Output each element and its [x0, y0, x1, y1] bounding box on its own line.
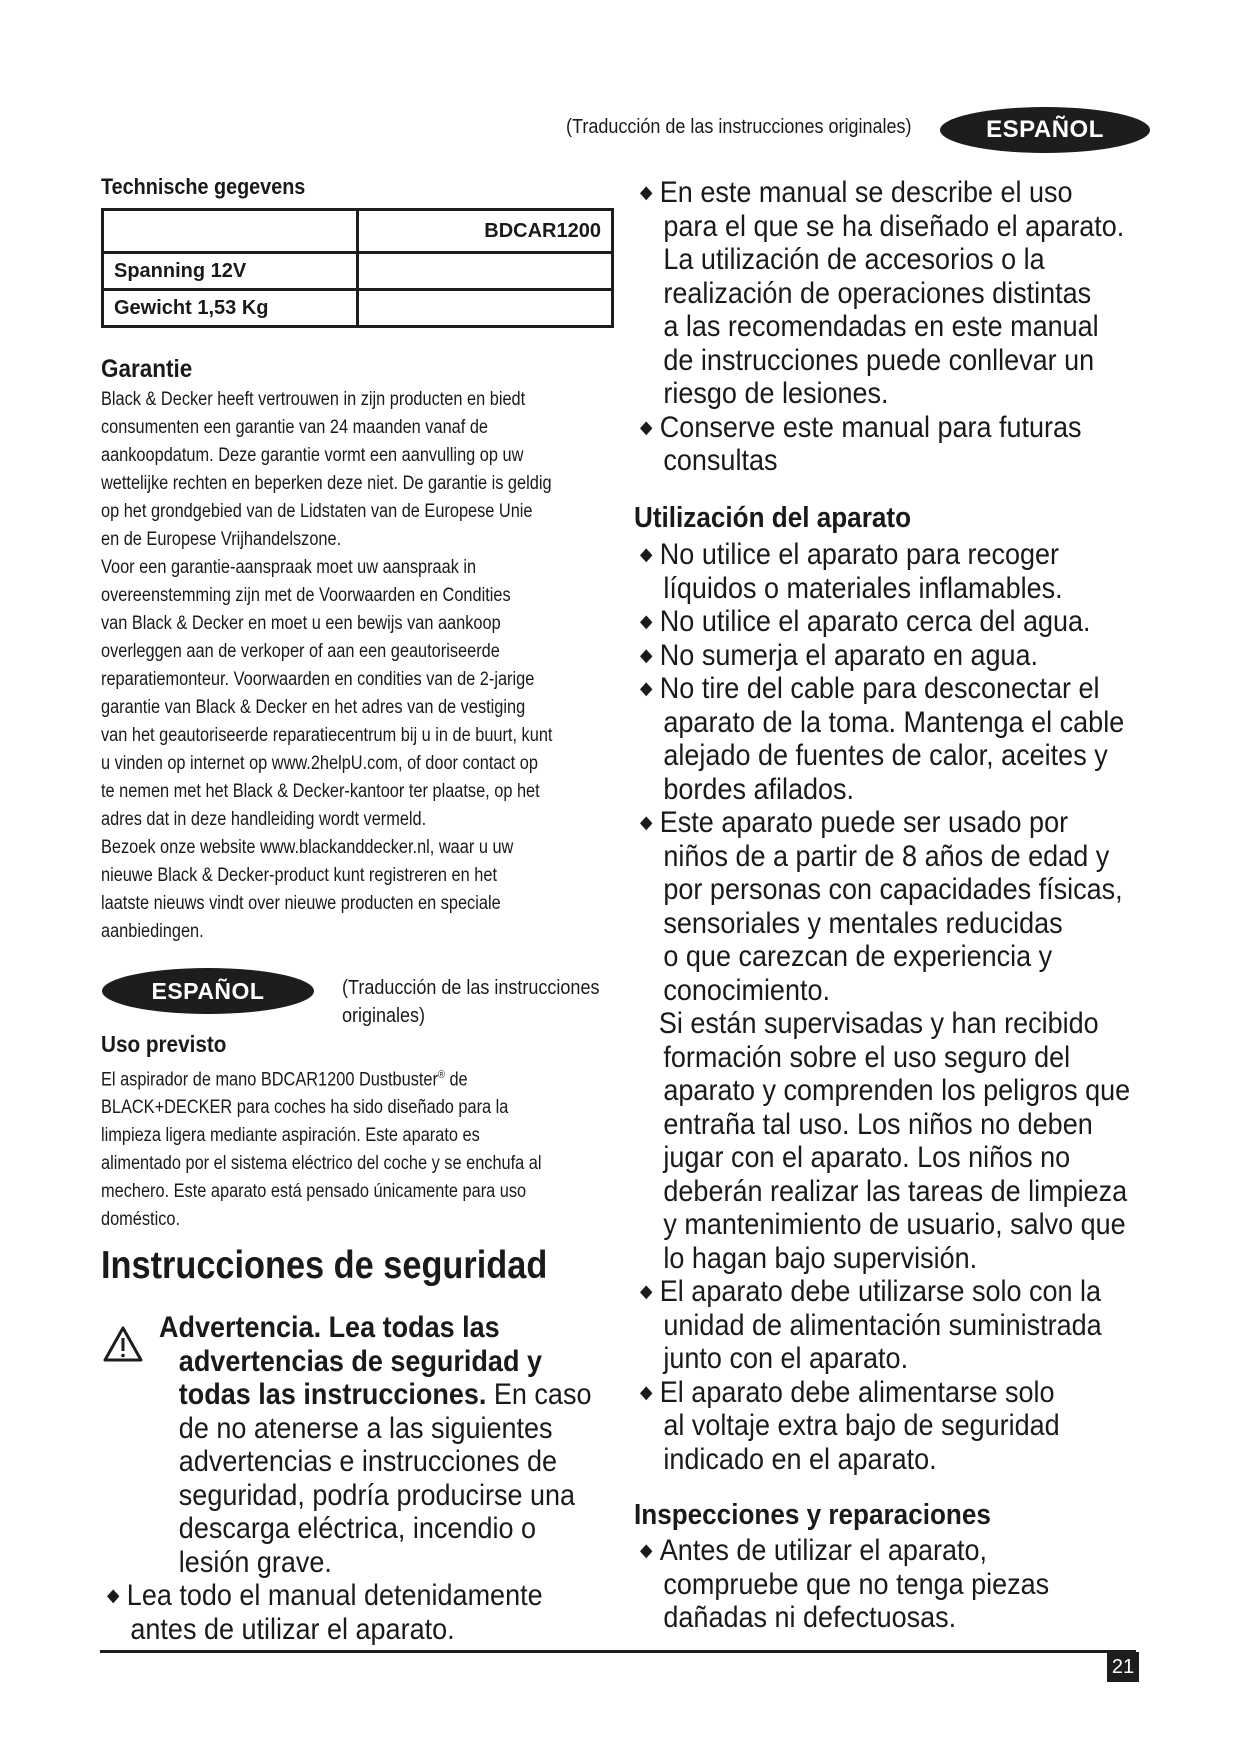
garantie-line: garantie van Black & Decker en het adres van de vestiging [101, 697, 526, 718]
garantie-line: adres dat in deze handleiding wordt vermeld. [101, 809, 427, 830]
section-language-badge: ESPAÑOL [102, 968, 314, 1014]
bullet-line: aparato y comprenden los peligros que [663, 1074, 1131, 1107]
uso-line [101, 1061, 542, 1094]
garantie-line: van het geautoriseerde reparatiecentrum bij u in de buurt, kunt [101, 725, 553, 746]
bullet-line: dañadas ni defectuosas. [663, 1601, 957, 1634]
safety-bullet [107, 1579, 543, 1646]
bullet-line: consultas [663, 444, 778, 477]
section-subtitle [342, 974, 599, 1030]
diamond-bullet-icon: ◆ [640, 611, 653, 631]
bullet-line: indicado en el aparato. [663, 1442, 937, 1476]
spec-weight: Gewicht 1,53 Kg [103, 290, 358, 327]
bullet-line [640, 639, 1130, 673]
garantie-line: op het grondgebied van de Lidstaten van de Europese Unie [101, 501, 533, 522]
bullet-line: deberán realizar las tareas de limpieza [663, 1174, 1128, 1208]
diamond-bullet-icon: ◆ [640, 678, 653, 698]
bullet-line: bordes afilados. [663, 772, 855, 806]
bullet-line: jugar con el aparato. Los niños no [663, 1141, 1071, 1174]
garantie-line: consumenten een garantie van 24 maanden vanaf de [101, 417, 488, 438]
bullet-text: No tire del cable para desconectar el [659, 672, 1100, 705]
warning-line: Advertencia. Lea todas las [159, 1311, 500, 1344]
uso-line: limpieza ligera mediante aspiración. Este aparato es [101, 1125, 480, 1147]
bullet-line: junto con el aparato. [663, 1342, 909, 1375]
uso-line: alimentado por el sistema eléctrico del coche y se enchufa al [101, 1153, 542, 1175]
bullet-line: o que carezcan de experiencia y [663, 940, 1053, 973]
bullet-line: unidad de alimentación suministrada [663, 1308, 1102, 1342]
bullet-line: y mantenimiento de usuario, salvo que [663, 1208, 1126, 1241]
garantie-line: aankoopdatum. Deze garantie vormt een aanvulling op uw [101, 445, 524, 466]
bullet-text: El aparato debe alimentarse solo [659, 1375, 1055, 1409]
diamond-bullet-icon: ◆ [640, 812, 653, 832]
bullet-line: conocimiento. [663, 973, 830, 1007]
spec-table [101, 208, 614, 328]
garantie-line: overeenstemming zijn met de Voorwaarden en Condities [101, 585, 511, 606]
bullet-line: para el que se ha diseñado el aparato. [663, 209, 1125, 243]
bullet-line: formación sobre el uso seguro del [663, 1040, 1071, 1074]
bullet-line [640, 1376, 1130, 1410]
garantie-line: nieuwe Black & Decker-product kunt registreren en het [101, 865, 497, 886]
warning-triangle-icon [103, 1326, 143, 1362]
garantie-title: Garantie [101, 355, 193, 383]
spec-voltage: Spanning 12V [103, 253, 358, 290]
tech-title: Technische gegevens [101, 174, 306, 199]
garantie-line: te nemen met het Black & Decker-kantoor ter plaatse, op het [101, 781, 540, 802]
garantie-line: reparatiemonteur. Voorwaarden en condities van de 2-jarige [101, 669, 535, 690]
bullet-line: La utilización de accesorios o la [663, 243, 1045, 276]
bullet-line: compruebe que no tenga piezas [663, 1567, 1050, 1601]
registered-mark: ® [437, 1069, 445, 1081]
diamond-bullet-icon: ◆ [640, 182, 653, 202]
language-badge: ESPAÑOL [940, 107, 1150, 153]
spec-cell-empty [358, 290, 613, 327]
garantie-line: Voor een garantie-aanspraak moet uw aanspraak in [101, 557, 477, 578]
bullet-text: El aparato debe utilizarse solo con la [659, 1275, 1102, 1308]
diamond-bullet-icon: ◆ [640, 416, 653, 437]
garantie-line: en de Europese Vrijhandelszone. [101, 529, 342, 550]
section-subtitle-line: originales) [342, 1005, 426, 1027]
garantie-line: overleggen aan de verkoper of aan een geautoriseerde [101, 641, 500, 662]
warning-block [159, 1311, 591, 1579]
footer-rule [100, 1650, 1136, 1653]
spec-cell-empty [358, 253, 613, 290]
garantie-text [101, 386, 552, 946]
bullet-line [107, 1579, 543, 1613]
page-number: 21 [1107, 1652, 1139, 1682]
bullet-line [640, 672, 1130, 706]
warning-line: descarga eléctrica, incendio o [178, 1512, 537, 1545]
diamond-bullet-icon: ◆ [640, 1540, 653, 1560]
bullet-line: lo hagan bajo supervisión. [663, 1241, 978, 1275]
diamond-bullet-icon: ◆ [107, 1585, 120, 1605]
bullet-text: No sumerja el aparato en agua. [659, 638, 1039, 672]
uso-line: BLACK+DECKER para coches ha sido diseñado para la [101, 1097, 509, 1119]
bullet-line: realización de operaciones distintas [663, 276, 1092, 310]
garantie-line: Bezoek onze website www.blackanddecker.nl, waar u uw [101, 837, 514, 858]
uso-title: Uso previsto [101, 1031, 227, 1057]
warning-line [159, 1378, 591, 1412]
garantie-line: laatste nieuws vindt over nieuwe producten en speciale [101, 893, 501, 914]
warning-line: advertencias de seguridad y [178, 1344, 542, 1378]
right-list-3 [640, 1534, 1049, 1635]
bullet-text: Antes de utilizar el aparato, [659, 1534, 987, 1567]
bullet-line [640, 605, 1130, 639]
spec-model: BDCAR1200 [358, 210, 613, 253]
uso-line-text: El aspirador de mano BDCAR1200 Dustbuster [101, 1069, 438, 1091]
bullet-text: Este aparato puede ser usado por [659, 806, 1069, 839]
garantie-line: wettelijke rechten en beperken deze niet. De garantie is geldig [101, 473, 552, 494]
usage-heading: Utilización del aparato [634, 502, 912, 534]
warning-line: de no atenerse a las siguientes [178, 1411, 553, 1445]
bullet-line: al voltaje extra bajo de seguridad [663, 1409, 1060, 1442]
bullet-line [640, 1275, 1130, 1309]
right-list-1 [640, 176, 1124, 478]
bullet-line [640, 411, 1124, 445]
warning-line: lesión grave. [178, 1545, 332, 1579]
bullet-line: riesgo de lesiones. [663, 377, 889, 410]
uso-line: mechero. Este aparato está pensado únicamente para uso [101, 1181, 527, 1203]
bullet-text: No utilice el aparato para recoger [659, 538, 1060, 571]
right-list-2 [640, 538, 1130, 1476]
bullet-line: niños de a partir de 8 años de edad y [663, 839, 1110, 873]
bullet-line: de instrucciones puede conllevar un [663, 343, 1095, 377]
bullet-text: Conserve este manual para futuras [659, 410, 1082, 444]
inspection-heading: Inspecciones y reparaciones [634, 1499, 991, 1531]
diamond-bullet-icon: ◆ [640, 1381, 653, 1402]
garantie-line: aanbiedingen. [101, 921, 204, 942]
bullet-line: Si están supervisadas y han recibido [658, 1007, 1099, 1040]
bullet-text: Lea todo el manual detenidamente [126, 1579, 543, 1612]
bullet-line: líquidos o materiales inflamables. [663, 571, 1063, 605]
safety-title: Instrucciones de seguridad [101, 1244, 548, 1287]
uso-line-text: de [444, 1069, 468, 1091]
garantie-line: van Black & Decker en moet u een bewijs van aankoop [101, 613, 501, 634]
bullet-line [640, 538, 1130, 572]
bullet-line [640, 1534, 1049, 1568]
spec-cell-empty [103, 210, 358, 253]
warning-bold-text: todas las instrucciones. [178, 1378, 487, 1411]
bullet-line: entraña tal uso. Los niños no deben [663, 1107, 1093, 1141]
warning-line: seguridad, podría producirse una [178, 1478, 576, 1512]
warning-line: advertencias e instrucciones de [178, 1445, 558, 1478]
bullet-line: antes de utilizar el aparato. [130, 1612, 455, 1646]
bullet-line: sensoriales y mentales reducidas [663, 906, 1063, 940]
bullet-text: En este manual se describe el uso [659, 176, 1073, 209]
garantie-line: u vinden op internet op www.2helpU.com, of door contact op [101, 753, 538, 774]
bullet-line [640, 806, 1130, 840]
bullet-text: No utilice el aparato cerca del agua. [659, 605, 1091, 638]
uso-text [101, 1061, 542, 1234]
bullet-line: a las recomendadas en este manual [663, 310, 1099, 343]
diamond-bullet-icon: ◆ [640, 544, 653, 564]
section-subtitle-line: (Traducción de las instrucciones [342, 977, 600, 999]
diamond-bullet-icon: ◆ [640, 644, 653, 665]
uso-line: doméstico. [101, 1209, 181, 1231]
header-subtitle: (Traducción de las instrucciones originales) [566, 116, 912, 138]
bullet-line [640, 176, 1124, 210]
diamond-bullet-icon: ◆ [640, 1281, 653, 1301]
garantie-line: Black & Decker heeft vertrouwen in zijn producten en biedt [101, 389, 526, 410]
warning-text: En caso [486, 1378, 592, 1411]
bullet-line: alejado de fuentes de calor, aceites y [663, 739, 1108, 772]
bullet-line: por personas con capacidades físicas, [663, 873, 1123, 906]
bullet-line: aparato de la toma. Mantenga el cable [663, 705, 1125, 739]
